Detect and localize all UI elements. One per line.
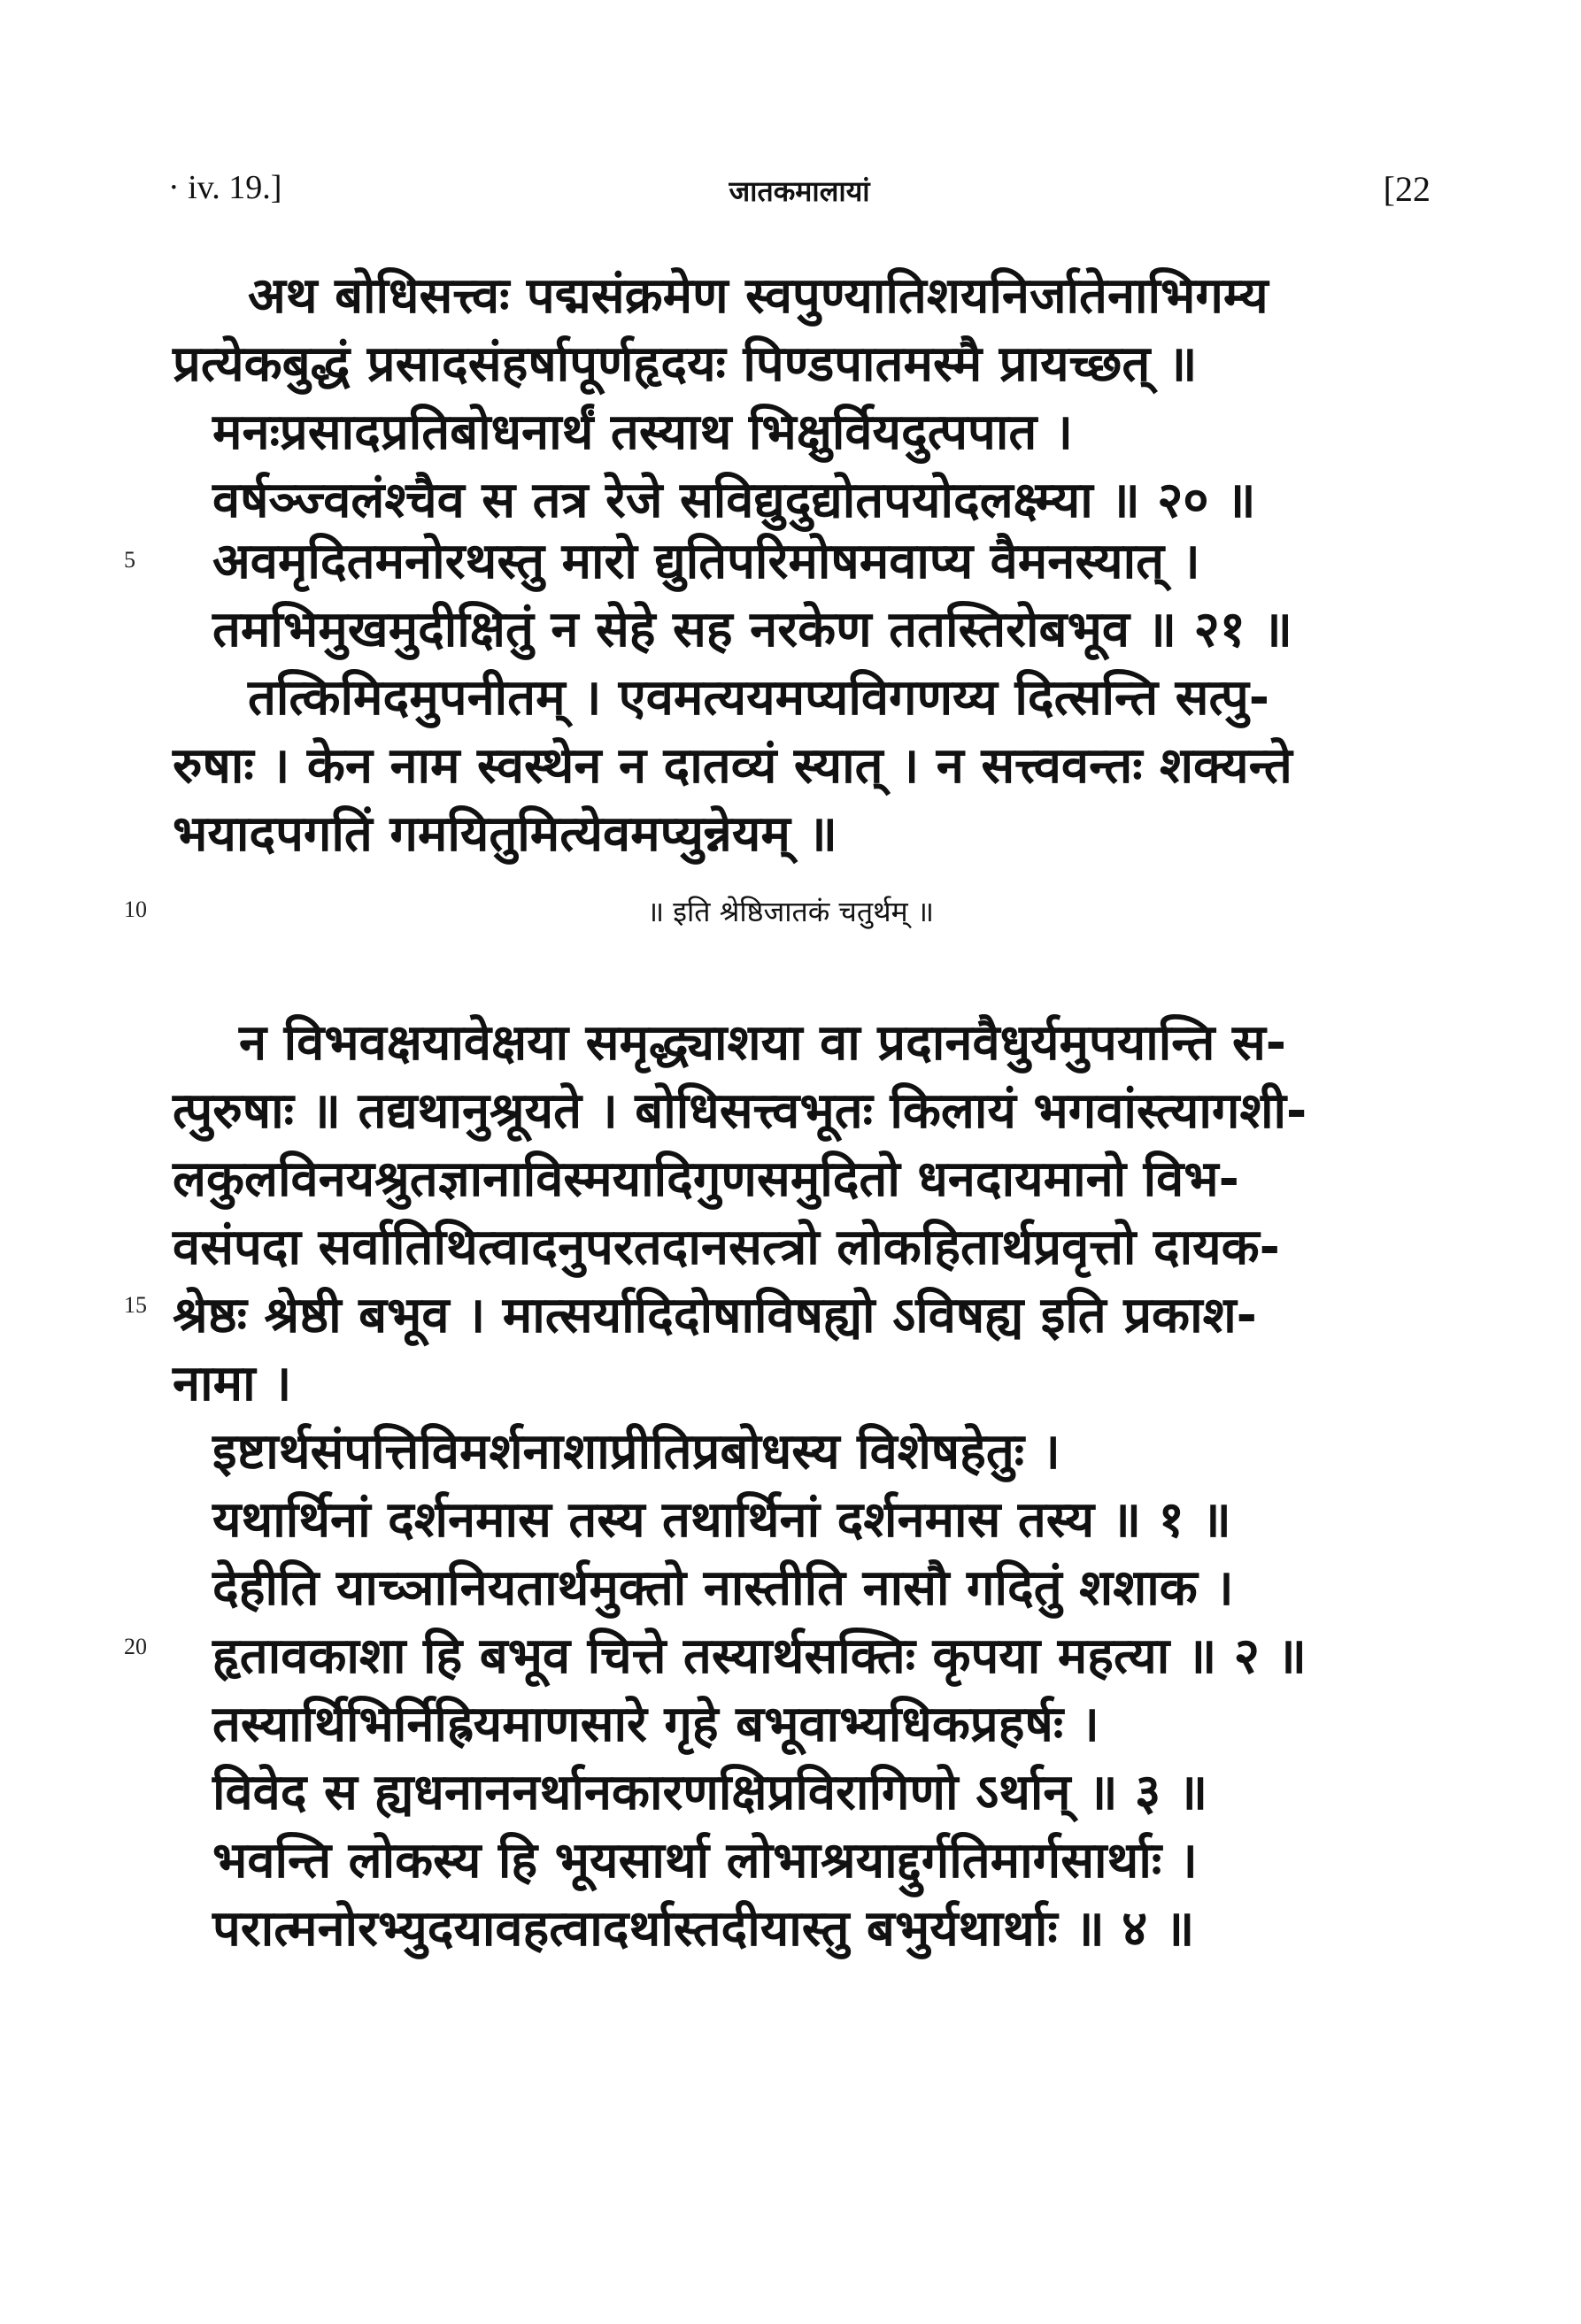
text-line: लकुलविनयश्रुतज्ञानाविस्मयादिगुणसमुदितो धनदायमानो विभ- [173,1150,1239,1208]
text-line: श्रेष्ठः श्रेष्ठी बभूव । मात्सर्यादिदोषाविषह्यो ऽविषह्य इति प्रकाश- [173,1287,1257,1344]
text-line: देहीति याच्ञानियतार्थमुक्तो नास्तीति नासौ गदितुं शशाक । [212,1559,1234,1617]
text-line: तत्किमिदमुपनीतम् । एवमत्ययमप्यविगणय्य दित्सन्ति सत्पु- [248,669,1270,727]
text-line: तस्यार्थिभिर्निह्रियमाणसारे गृहे बभूवाभ्यधिकप्रहर्षः । [212,1696,1099,1753]
text-line: भयादपगतिं गमयितुमित्येवमप्युन्नेयम् ॥ [173,805,837,863]
text-line: अथ बोधिसत्त्वः पद्मसंक्रमेण स्वपुण्यातिशयनिर्जातेनाभिगम्य [248,267,1269,325]
text-line: त्पुरुषाः ॥ तद्यथानुश्रूयते । बोधिसत्त्वभूतः किलायं भगवांस्त्यागशी- [173,1082,1307,1140]
text-line: मनःप्रसादप्रतिबोधनार्थं तस्याथ भिक्षुर्वियदुत्पपात । [212,404,1073,461]
text-line: प्रत्येकबुद्धं प्रसादसंहर्षापूर्णहृदयः पिण्डपातमस्मै प्रायच्छत् ॥ [173,335,1198,393]
text-line: तमभिमुखमुदीक्षितुं न सेहे सह नरकेण ततस्तिरोबभूव ॥ २१ ॥ [212,601,1292,658]
text-line: विवेद स ह्यधनाननर्थानकारणक्षिप्रविरागिणो ऽर्थान् ॥ ३ ॥ [212,1764,1208,1821]
colophon: ॥ इति श्रेष्ठिजातकं चतुर्थम् ॥ [646,895,935,928]
line-number: 15 [124,1292,147,1318]
page-number: [22 [1383,169,1431,209]
line-number: 5 [124,547,135,573]
text-line: हृतावकाशा हि बभूव चित्ते तस्यार्थसक्तिः कृपया महत्या ॥ २ ॥ [212,1628,1307,1685]
text-line: नामा । [173,1355,292,1412]
line-number: 10 [124,897,147,922]
text-line: न विभवक्षयावेक्षया समृद्ध्याशया वा प्रदानवैधुर्यमुपयान्ति स- [239,1014,1287,1072]
running-title: जातकमालायां [729,175,870,207]
text-line: वसंपदा सर्वातिथित्वादनुपरतदानसत्त्रो लोकहितार्थप्रवृत्तो दायक- [173,1219,1280,1276]
section-reference: · iv. 19.] [168,169,282,206]
text-line: इष्टार्थसंपत्तिविमर्शनाशाप्रीतिप्रबोधस्य विशेषहेतुः । [212,1423,1060,1481]
running-header [168,168,1431,221]
line-number: 20 [124,1634,147,1659]
text-line: रुषाः । केन नाम स्वस्थेन न दातव्यं स्यात् । न सत्त्ववन्तः शक्यन्ते [173,737,1292,795]
text-line: परात्मनोरभ्युदयावहत्वादर्थास्तदीयास्तु बभुर्यथार्थाः ॥ ४ ॥ [212,1900,1195,1958]
text-line: अवमृदितमनोरथस्तु मारो द्युतिपरिमोषमवाप्य वैमनस्यात् । [212,533,1200,590]
text-line: यथार्थिनां दर्शनमास तस्य तथार्थिनां दर्शनमास तस्य ॥ १ ॥ [212,1491,1231,1549]
text-line: भवन्ति लोकस्य हि भूयसार्था लोभाश्रयाद्दुर्गतिमार्गसार्थाः । [212,1832,1198,1889]
text-line: वर्षञ्ज्वलंश्चैव स तत्र रेजे सविद्युदुद्योतपयोदलक्ष्म्या ॥ २० ॥ [212,472,1256,529]
